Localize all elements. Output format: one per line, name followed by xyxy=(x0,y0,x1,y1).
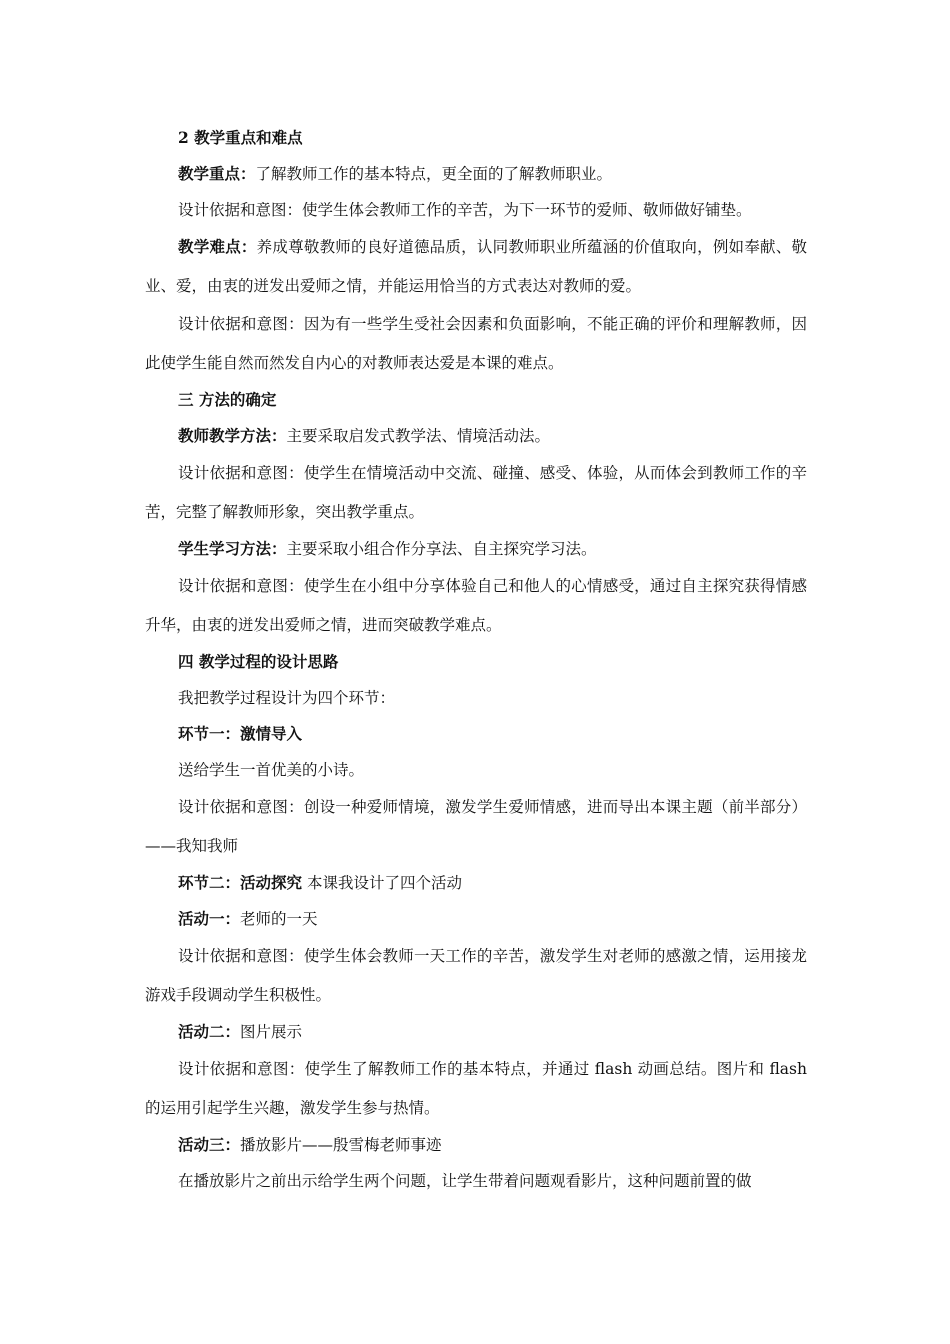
label-teacher-method: 教师教学方法： xyxy=(178,426,287,445)
section-heading-process: 四 教学过程的设计思路 xyxy=(178,652,339,671)
label-activity-three: 活动三： xyxy=(178,1135,241,1154)
label-teaching-focus: 教学重点： xyxy=(178,164,256,183)
label-activity-one: 活动一： xyxy=(178,909,241,928)
text-teaching-difficulty: 养成尊敬教师的良好道德品质，认同教师职业所蕴涵的价值取向，例如奉献、敬业、爱，由衷的迸发出爱师之情，并能运用恰当的方式表达对教师的爱。 xyxy=(145,238,807,295)
paragraph-teaching-difficulty xyxy=(145,228,807,305)
text-activity-three: 播放影片——殷雪梅老师事迹 xyxy=(240,1136,442,1154)
document-body xyxy=(145,120,807,1199)
paragraph-difficulty-rationale: 设计依据和意图：因为有一些学生受社会因素和负面影响，不能正确的评价和理解教师，因此使学生能自然而然发自内心的对教师表达爱是本课的难点。 xyxy=(145,315,807,372)
text-teaching-focus: 了解教师工作的基本特点，更全面的了解教师职业。 xyxy=(255,165,613,183)
text-student-method: 主要采取小组合作分享法、自主探究学习法。 xyxy=(286,540,597,558)
paragraph-stage-one-rationale: 设计依据和意图：创设一种爱师情境，激发学生爱师情感，进而导出本课主题（前半部分）——我知我师 xyxy=(145,798,807,855)
paragraph-teacher-method-rationale: 设计依据和意图：使学生在情境活动中交流、碰撞、感受、体验，从而体会到教师工作的辛苦，完整了解教师形象，突出教学重点。 xyxy=(145,464,807,521)
paragraph-activity-three-text: 在播放影片之前出示给学生两个问题，让学生带着问题观看影片，这种问题前置的做 xyxy=(178,1172,752,1190)
paragraph-activity-two-rationale: 设计依据和意图：使学生了解教师工作的基本特点，并通过 flash 动画总结。图片和 flash 的运用引起学生兴趣，激发学生参与热情。 xyxy=(145,1060,807,1117)
label-student-method: 学生学习方法： xyxy=(178,539,287,558)
paragraph-student-method xyxy=(145,531,807,567)
label-activity-two: 活动二： xyxy=(178,1022,241,1041)
text-teacher-method: 主要采取启发式教学法、情境活动法。 xyxy=(286,427,551,445)
paragraph-teacher-method xyxy=(145,418,807,454)
section-heading-methods: 三 方法的确定 xyxy=(178,390,277,409)
paragraph-focus-rationale: 设计依据和意图：使学生体会教师工作的辛苦，为下一环节的爱师、敬师做好铺垫。 xyxy=(178,201,752,219)
paragraph-activity-one xyxy=(145,901,807,937)
paragraph-activity-one-rationale: 设计依据和意图：使学生体会教师一天工作的辛苦，激发学生对老师的感激之情，运用接龙游戏手段调动学生积极性。 xyxy=(145,947,807,1004)
paragraph-activity-two xyxy=(145,1014,807,1050)
paragraph-stage-two xyxy=(145,865,807,901)
text-stage-two: 本课我设计了四个活动 xyxy=(302,874,462,892)
paragraph-stage-one-text: 送给学生一首优美的小诗。 xyxy=(178,761,365,779)
text-activity-one: 老师的一天 xyxy=(240,910,318,928)
text-activity-two: 图片展示 xyxy=(240,1023,303,1041)
label-teaching-difficulty: 教学难点： xyxy=(178,237,257,256)
paragraph-activity-three xyxy=(145,1127,807,1163)
stage-one-heading: 环节一：激情导入 xyxy=(178,724,303,743)
label-stage-two: 环节二：活动探究 xyxy=(178,873,303,892)
paragraph-process-intro: 我把教学过程设计为四个环节： xyxy=(178,689,396,707)
paragraph-teaching-focus xyxy=(145,156,807,192)
section-heading-key-points: 2 教学重点和难点 xyxy=(178,128,303,147)
paragraph-student-method-rationale: 设计依据和意图：使学生在小组中分享体验自己和他人的心情感受，通过自主探究获得情感升华，由衷的迸发出爱师之情，进而突破教学难点。 xyxy=(145,577,807,634)
